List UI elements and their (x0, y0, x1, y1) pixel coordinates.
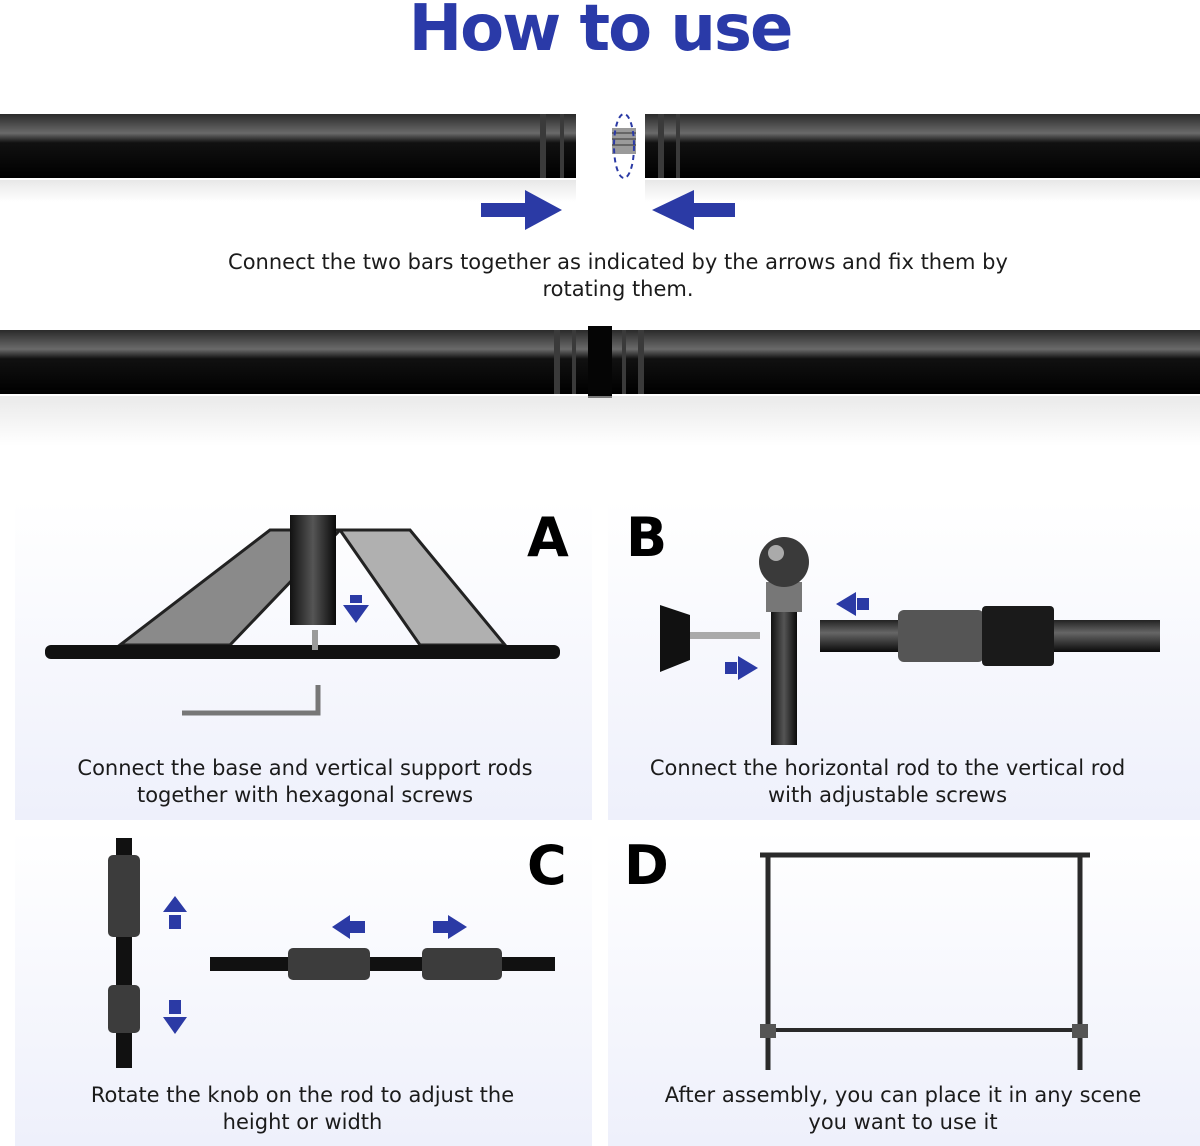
step-caption-d: After assembly, you can place it in any scene you want to use it (664, 1083, 1142, 1134)
step-caption-b: Connect the horizontal rod to the vertical rod with adjustable screws (649, 756, 1126, 807)
step-letter-c: C (527, 834, 567, 897)
arrow-up-icon (163, 896, 187, 929)
base-stand-illustration (45, 515, 560, 713)
arrow-right-small-icon (725, 656, 758, 680)
assembled-frame-illustration (760, 855, 1090, 1070)
arrow-left-small-icon (836, 592, 869, 616)
top-caption: Connect the two bars together as indicated by the arrows and fix them by rotating them. (228, 250, 1008, 301)
arrow-left-icon-c (332, 915, 365, 939)
arrow-right-icon-c (433, 915, 467, 939)
step-caption-c: Rotate the knob on the rod to adjust the height or width (90, 1083, 515, 1134)
arrow-down-icon (343, 595, 369, 623)
rod-junction-illustration (660, 537, 1160, 745)
page-title: How to use (408, 0, 792, 66)
step-letter-d: D (624, 834, 669, 897)
step-caption-a: Connect the base and vertical support rods together with hexagonal screws (77, 756, 533, 807)
arrow-down-icon-c (163, 1000, 187, 1034)
step-letter-b: B (626, 506, 668, 569)
step-letter-a: A (527, 506, 569, 569)
